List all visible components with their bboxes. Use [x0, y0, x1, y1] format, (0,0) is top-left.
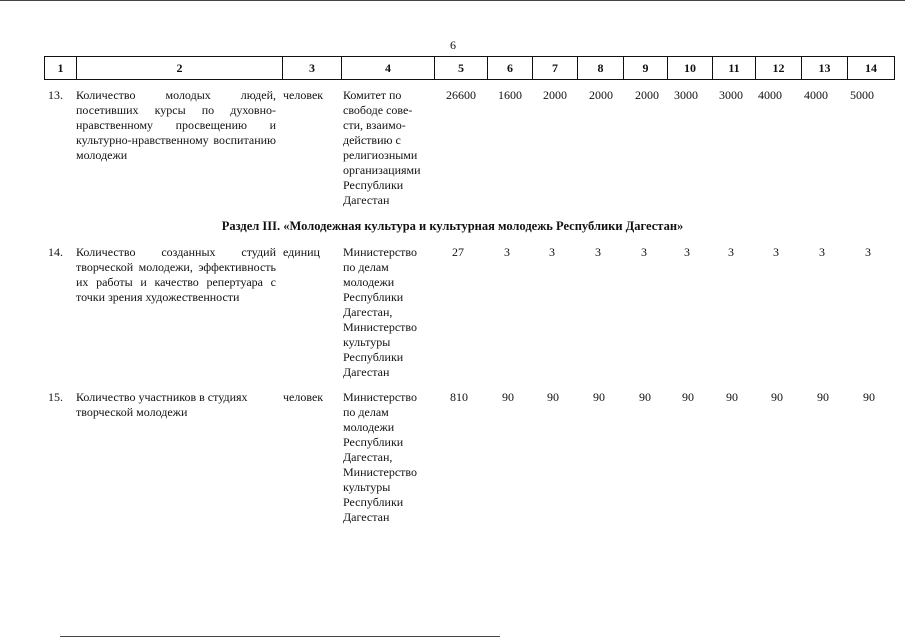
unit-text: человек: [283, 390, 324, 404]
indicator-text: Количество созданных студий творческой молодежи, эффективность их работы и качество репертуара с точки зрения художественности: [76, 245, 276, 304]
row-number: 13.: [48, 88, 63, 102]
col-header-3: 3: [283, 57, 342, 80]
value-col-8: 2000: [589, 88, 613, 102]
scan-artifact-top: [0, 0, 905, 1]
col-header-1: 1: [45, 57, 77, 80]
section-title: Раздел III. «Молодежная культура и культурная молодежь Республики Дагестан»: [221, 219, 684, 233]
responsible-text: Министерство по делам молодежи Республики Дагестан, Министерство культуры Республики Дагестан: [343, 390, 417, 524]
col-header-12: 12: [756, 57, 802, 80]
value-col-9: 3: [641, 245, 647, 259]
row-number: 15.: [48, 390, 63, 404]
indicator-text: Количество участников в студиях творческой молодежи: [76, 390, 248, 419]
row-number: 14.: [48, 245, 63, 259]
value-col-13: 4000: [804, 88, 828, 102]
col-header-10: 10: [668, 57, 713, 80]
value-col-13: 90: [817, 390, 829, 404]
value-col-5: 810: [450, 390, 468, 404]
col-header-14: 14: [848, 57, 895, 80]
value-col-14: 90: [863, 390, 875, 404]
value-col-8: 3: [595, 245, 601, 259]
column-header-row: [44, 56, 895, 80]
value-col-12: 4000: [758, 88, 782, 102]
value-col-10: 3: [684, 245, 690, 259]
col-header-11: 11: [713, 57, 756, 80]
value-col-10: 3000: [674, 88, 698, 102]
value-col-7: 2000: [543, 88, 567, 102]
value-col-7: 3: [549, 245, 555, 259]
unit-text: единиц: [283, 245, 320, 259]
value-col-14: 3: [865, 245, 871, 259]
value-col-12: 90: [771, 390, 783, 404]
scan-artifact-bottom: [60, 636, 500, 637]
page-number: 6: [450, 38, 456, 52]
col-header-13: 13: [802, 57, 848, 80]
value-col-8: 90: [593, 390, 605, 404]
col-header-4: 4: [342, 57, 435, 80]
col-header-9: 9: [624, 57, 668, 80]
col-header-8: 8: [578, 57, 624, 80]
value-col-14: 5000: [850, 88, 874, 102]
value-col-9: 90: [639, 390, 651, 404]
value-col-10: 90: [682, 390, 694, 404]
col-header-6: 6: [488, 57, 533, 80]
value-col-6: 3: [504, 245, 510, 259]
col-header-5: 5: [435, 57, 488, 80]
indicator-text: Количество молодых людей, посетивших курсы по духовно-нравственному просвещению и культурно-нравственному воспитанию молодежи: [76, 88, 276, 162]
col-header-7: 7: [533, 57, 578, 80]
value-col-6: 1600: [498, 88, 522, 102]
value-col-12: 3: [773, 245, 779, 259]
value-col-13: 3: [819, 245, 825, 259]
responsible-text: Министерство по делам молодежи Республики Дагестан, Министерство культуры Республики Дагестан: [343, 245, 417, 379]
col-header-2: 2: [77, 57, 283, 80]
value-col-5: 27: [452, 245, 464, 259]
value-col-6: 90: [502, 390, 514, 404]
value-col-11: 3: [728, 245, 734, 259]
unit-text: человек: [283, 88, 324, 102]
value-col-11: 90: [726, 390, 738, 404]
value-col-11: 3000: [719, 88, 743, 102]
value-col-7: 90: [547, 390, 559, 404]
value-col-5: 26600: [446, 88, 476, 102]
value-col-9: 2000: [635, 88, 659, 102]
responsible-text: Комитет по свободе сове- сти, взаимо- действию с религиозными организациями Республики Дагестан: [343, 88, 421, 207]
